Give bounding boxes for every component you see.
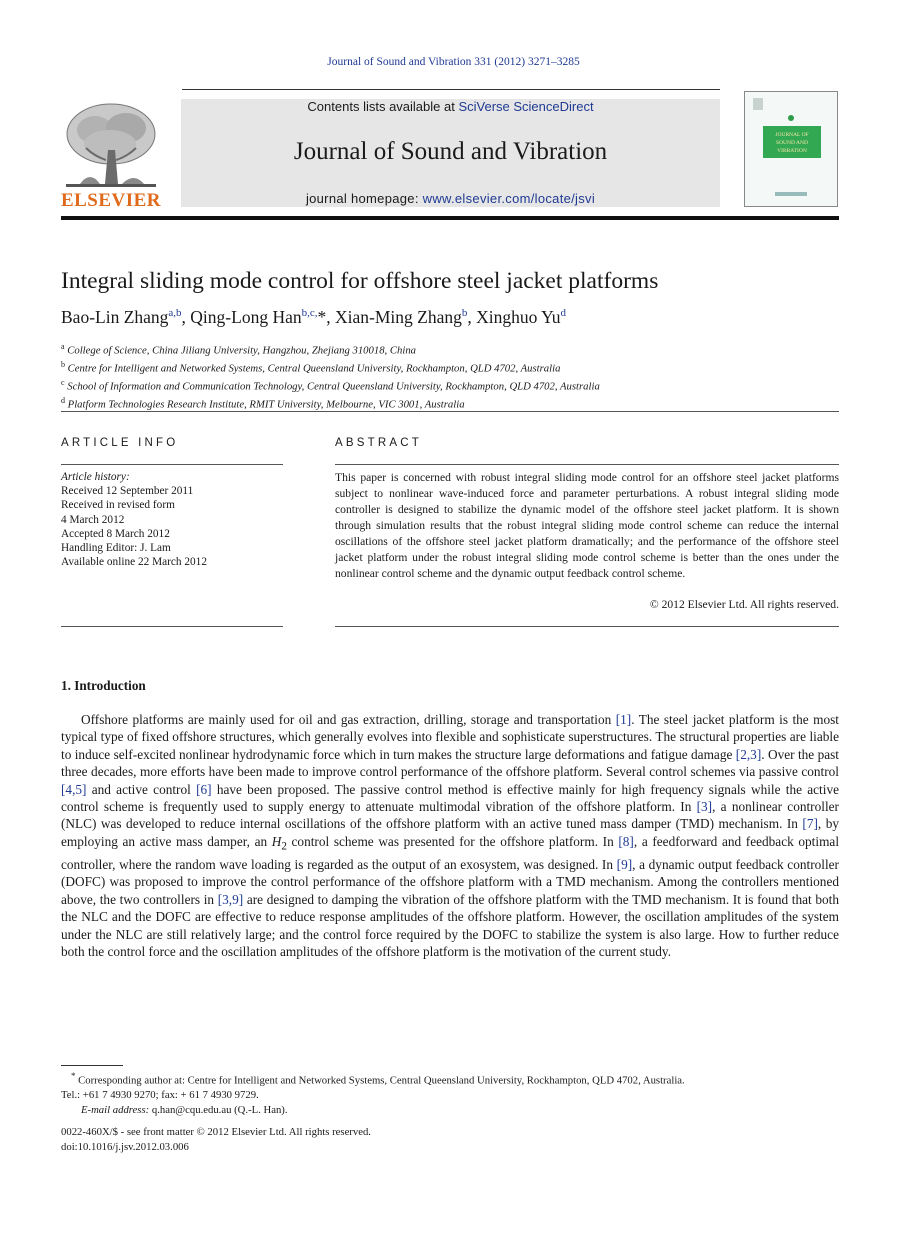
affiliation-text: School of Information and Communication Technology, Central Queensland University, Rockhampton, QLD 4702, Australia [67, 380, 600, 393]
intro-text: have been proposed. The passive control method is effective mainly for high frequency signals while the active control scheme is frequently used to supply energy to attenuate multimodal vibration of the offshore platform. In [61, 781, 839, 815]
journal-cover-thumbnail[interactable] [744, 91, 838, 207]
corresponding-footnote [61, 1069, 685, 1088]
author-affil-sup[interactable]: d [560, 307, 567, 320]
cover-title-line-1: JOURNAL OF [775, 132, 809, 138]
article-info-rule-top [61, 464, 283, 465]
math-subscript: 2 [281, 840, 287, 853]
header-bottom-rule [61, 216, 839, 220]
history-line: Accepted 8 March 2012 [61, 527, 170, 540]
abstract-heading: ABSTRACT [335, 437, 422, 449]
author-name[interactable]: Bao-Lin Zhang [61, 307, 169, 327]
intro-text: , a nonlinear controller (NLC) was developed to reduce internal oscillations of the offshore platform with an active tuned mass damper (TMD) mechanism. In [61, 799, 839, 832]
abstract-rule-top [335, 464, 839, 465]
contents-prefix: Contents lists available at [307, 99, 459, 114]
tel-fax-line: Tel.: +61 7 4930 9270; fax: + 61 7 4930 9729. [61, 1089, 259, 1102]
homepage-line [181, 191, 720, 206]
citation-ref-link[interactable]: [6] [196, 781, 212, 797]
article-title: Integral sliding mode control for offshore steel jacket platforms [61, 268, 659, 294]
affiliation-item [61, 358, 600, 376]
intro-text: are designed to damping the vibration of the offshore platform with the TMD mechanism. It is found that both the NLC and the DOFC are effective to reduce response amplitudes of the offshore platform. However, the oscillation amplitudes of the system under the NLC are still relatively large; and the control force required by the DOFC to stabilize the system is also large. How to further reduce both the control force and the oscillation amplitudes of the offshore platform is the motivation of the current study. [61, 891, 839, 959]
cover-title-line-3: VIBRATION [777, 148, 807, 154]
contents-line [181, 99, 720, 114]
author-sep: , [181, 307, 191, 327]
author-affil-sup[interactable]: a,b [168, 307, 182, 320]
citation-ref-link[interactable]: [7] [802, 816, 818, 832]
intro-text: control scheme was presented for the offshore platform. In [286, 833, 619, 849]
footnote-rule [61, 1065, 123, 1066]
homepage-prefix: journal homepage: [305, 191, 423, 206]
introduction-paragraph [61, 711, 839, 960]
citation-ref-link[interactable]: [4,5] [61, 781, 87, 797]
abstract-text: This paper is concerned with robust integral sliding mode control for an offshore steel jacket platforms subject to nonlinear wave-induced force and parameter perturbations. A robust integral sliding mode controller is designed to stabilize the dynamic model of the offshore steel jacket platform. It is shown through simulation results that the robust integral sliding mode control scheme can reduce the internal oscillations of the offshore steel jacket platform dramatically; and the performance of the offshore steel jacket platform under the robust integral sliding mode control scheme is better than the ones under the nonlinear control scheme and the dynamic output feedback control scheme. [335, 471, 839, 580]
intro-text: . The steel jacket platform is the most typical type of fixed offshore structures, which generally evolves into flexible and sophisticate superstructures. The structural properties are liable to induce self-excited nonlinear hydrodynamic force which in turn makes the structure large deformations and fatigue damage [61, 712, 839, 762]
math-symbol: H [271, 833, 282, 849]
intro-text: and active control [86, 781, 197, 797]
author-sep: , [467, 307, 477, 327]
author-affil-sup[interactable]: b,c, [301, 307, 318, 320]
citation-ref-link[interactable]: [9] [616, 856, 633, 872]
email-label: E-mail address: [81, 1103, 150, 1116]
affiliation-text: College of Science, China Jiliang University, Hangzhou, Zhejiang 310018, China [67, 344, 417, 357]
affiliation-key: b [61, 360, 65, 370]
affiliation-key: d [61, 396, 65, 406]
email-line [61, 1103, 685, 1118]
affiliation-item [61, 394, 600, 412]
intro-text: , by employing an active mass damper, an [61, 816, 839, 849]
journal-citation[interactable]: Journal of Sound and Vibration 331 (2012) 3271–3285 [327, 56, 580, 68]
author-affil-sup[interactable]: b [461, 307, 468, 320]
intro-text: Offshore platforms are mainly used for oil and gas extraction, drilling, storage and transportation [81, 712, 616, 727]
article-history-label: Article history: [61, 471, 130, 483]
abstract-rule-bottom [335, 626, 839, 627]
affiliation-item [61, 340, 600, 358]
affiliation-divider [61, 411, 839, 412]
citation-ref-link[interactable]: [2,3] [735, 746, 762, 762]
email-suffix: (Q.-L. Han). [231, 1103, 288, 1116]
affiliation-list [61, 340, 600, 412]
email-address[interactable]: q.han@cqu.edu.au [151, 1103, 232, 1116]
intro-text: . Over the past three decades, more efforts have been made to improve control performance of the offshore platform. Several control schemes via passive control [61, 746, 839, 780]
intro-text: , a dynamic output feedback controller (DOFC) was proposed to improve the control performance of the offshore platform with a TMD mechanism. Among the controllers mentioned above, the two controllers in [61, 856, 839, 907]
section-heading-introduction: 1. Introduction [61, 678, 146, 693]
history-line: Received in revised form [61, 499, 175, 512]
citation-ref-link[interactable]: [3] [696, 799, 713, 815]
affiliation-key: c [61, 378, 65, 388]
sciencedirect-link[interactable]: SciVerse ScienceDirect [458, 99, 594, 114]
citation-ref-link[interactable]: [1] [615, 712, 632, 727]
article-info-heading: ARTICLE INFO [61, 437, 179, 449]
citation-ref-link[interactable]: [8] [618, 833, 634, 849]
journal-cover-icon [745, 92, 837, 206]
history-line: Handling Editor: J. Lam [61, 542, 171, 555]
issn-line: 0022-460X/$ - see front matter © 2012 Elsevier Ltd. All rights reserved. [61, 1126, 371, 1138]
author-sep: , [326, 307, 335, 327]
article-info-rule-bottom [61, 626, 283, 627]
history-line: Received 12 September 2011 [61, 485, 194, 498]
author-name[interactable]: Xinghuo Yu [476, 307, 561, 327]
article-history [61, 470, 207, 569]
footnotes [61, 1069, 685, 1117]
author-list [61, 307, 566, 328]
history-line: 4 March 2012 [61, 513, 125, 526]
abstract-copyright: © 2012 Elsevier Ltd. All rights reserved. [649, 598, 839, 611]
corresponding-text: Corresponding author at: Centre for Intelligent and Networked Systems, Central Queensland University, Rockhampton, QLD 4702, Australia. [75, 1074, 685, 1087]
front-matter [61, 1125, 371, 1155]
footnote-star: * [71, 1071, 76, 1081]
journal-name: Journal of Sound and Vibration [293, 138, 608, 165]
affiliation-item [61, 376, 600, 394]
affiliation-text: Centre for Intelligent and Networked Systems, Central Queensland University, Rockhampton, QLD 4702, Australia [67, 362, 561, 375]
citation-ref-link[interactable]: [3,9] [217, 891, 244, 907]
doi-line[interactable]: doi:10.1016/j.jsv.2012.03.006 [61, 1141, 189, 1153]
author-name[interactable]: Xian-Ming Zhang [335, 307, 462, 327]
header-top-rule [182, 89, 720, 90]
elsevier-logo-text: ELSEVIER [60, 190, 162, 211]
intro-text: , a feedforward and feedback optimal controller, where the random wave loading is regarded as the output of an exosystem, was designed. In [61, 833, 840, 872]
corresponding-star[interactable]: * [317, 307, 327, 327]
affiliation-key: a [61, 342, 65, 351]
affiliation-text: Platform Technologies Research Institute, RMIT University, Melbourne, VIC 3001, Australia [67, 398, 465, 411]
author-name[interactable]: Qing-Long Han [190, 307, 302, 327]
cover-title-line-2: SOUND AND [776, 140, 808, 146]
journal-homepage-link[interactable]: www.elsevier.com/locate/jsvi [422, 191, 596, 206]
history-line: Available online 22 March 2012 [61, 556, 207, 569]
